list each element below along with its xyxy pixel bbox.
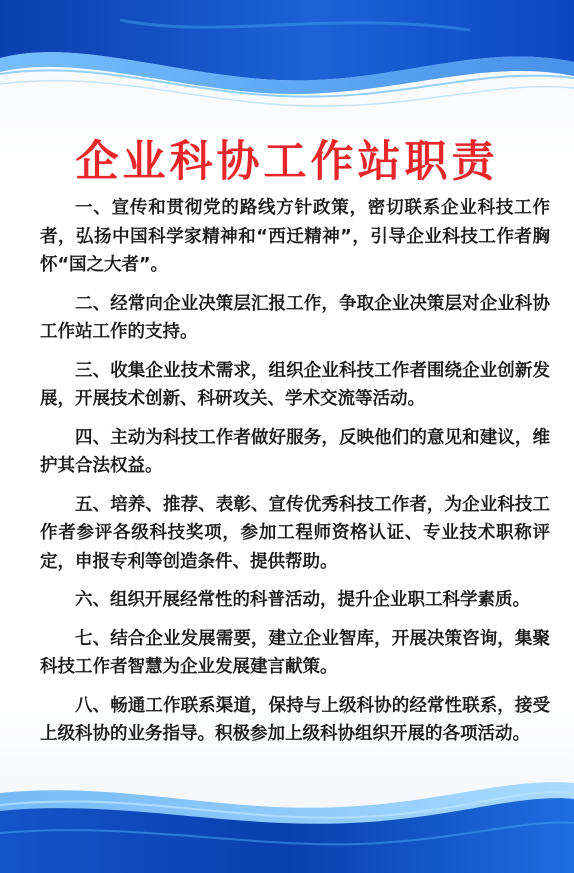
- duty-clause-2: 二、经常向企业决策层汇报工作，争取企业决策层对企业科协工作站工作的支持。: [40, 293, 550, 342]
- duty-clause-3: 三、收集企业技术需求，组织企业科技工作者围绕企业创新发展，开展技术创新、科研攻关、学术交流等活动。: [40, 360, 550, 409]
- duty-clause-6: 六、组织开展经常性的科普活动，提升企业职工科学素质。: [75, 590, 530, 610]
- duties-list: [40, 194, 550, 759]
- duty-clause-8: 八、畅通工作联系渠道，保持与上级科协的经常性联系，接受上级科协的业务指导。积极参加上级科协组织开展的各项活动。: [40, 695, 550, 744]
- duty-clause-5: 五、培养、推荐、表彰、宣传优秀科技工作者，为企业科技工作者参评各级科技奖项，参加工程师资格认证、专业技术职称评定，申报专利等创造条件、提供帮助。: [40, 494, 550, 572]
- footer-wave-decoration: [0, 763, 574, 873]
- duty-clause-4: 四、主动为科技工作者做好服务，反映他们的意见和建议，维护其合法权益。: [40, 427, 550, 476]
- duty-clause-1: 一、宣传和贯彻党的路线方针政策，密切联系企业科技工作者，弘扬中国科学家精神和“西迁精神”，引导企业科技工作者胸怀“国之大者”。: [40, 198, 550, 275]
- header-wave-decoration: [0, 0, 574, 130]
- duty-clause-7: 七、结合企业发展需要，建立企业智库，开展决策咨询，集聚科技工作者智慧为企业发展建言献策。: [40, 628, 550, 677]
- page-title: 企业科协工作站职责: [75, 137, 499, 187]
